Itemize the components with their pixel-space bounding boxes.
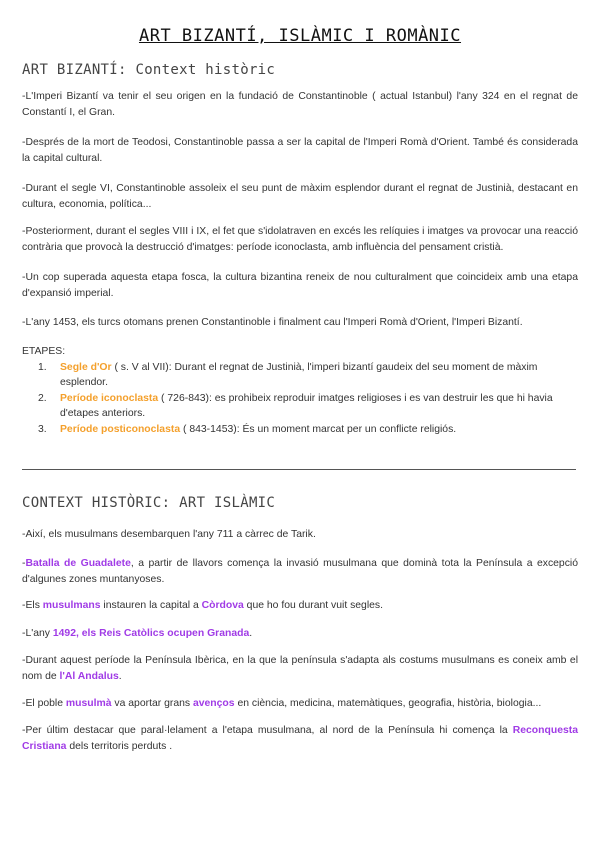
paragraph: -L'Imperi Bizantí va tenir el seu origen en la fundació de Constantinoble ( actual Istanbul) l'any 324 en el regnat de Constantí I, el Gran.: [22, 91, 578, 118]
text: -Durant aquest període la Península Ibèrica, en la que la península s'adapta als costums musulmans es coneix amb el nom de: [22, 655, 578, 682]
period-text: ( 726-843): es prohibeix reproduir imatges religioses i es van destruir les que hi havia d'etapes anteriors.: [60, 393, 553, 419]
list-number: 3.: [38, 424, 47, 435]
list-item: [38, 391, 568, 421]
etapes-list: [38, 360, 568, 438]
period-text: ( s. V al VII): Durant el regnat de Justinià, l'imperi bizantí gaudeix del seu moment de màxim esplendor.: [60, 362, 538, 388]
text: , a partir de llavors comença la invasió musulmana que dominà tota la Península a excepció d'algunes zones muntanyoses.: [22, 558, 578, 585]
highlight: musulmà: [65, 698, 112, 709]
etapes-label: ETAPES:: [22, 346, 66, 357]
paragraph: [22, 653, 578, 684]
list-number: 1.: [38, 362, 47, 373]
text: instauren la capital a: [100, 600, 202, 611]
paragraph: -Posteriorment, durant el segles VIII i IX, el fet que s'idolatraven en excés les relíquies i imatges va provocar una reacció contrària que provocà la destrucció d'imatges: període iconoclasta, amb influència del pensament cristià.: [22, 226, 578, 253]
paragraph: -Un cop superada aquesta etapa fosca, la cultura bizantina reneix de nou culturalment que coincideix amb una etapa d'expansió imperial.: [22, 272, 578, 299]
divider: [22, 469, 576, 470]
highlight: l'Al Andalus: [59, 670, 119, 682]
text: que ho fou durant vuit segles.: [243, 600, 384, 611]
highlight: avenços: [192, 698, 235, 709]
section-heading-islamic: CONTEXT HISTÒRIC: ART ISLÀMIC: [22, 495, 276, 511]
paragraph: [22, 556, 578, 587]
period-name: Període iconoclasta: [60, 393, 159, 404]
paragraph: -Així, els musulmans desembarquen l'any 711 a càrrec de Tarik.: [22, 529, 316, 540]
period-text: ( 843-1453): És un moment marcat per un conflicte religiós.: [180, 424, 457, 435]
text: va aportar grans: [111, 698, 193, 709]
highlight: musulmans: [42, 600, 101, 611]
text: -L'any: [22, 628, 53, 639]
highlight: Còrdova: [201, 600, 244, 611]
text: -El poble: [22, 698, 66, 709]
period-name: Període posticonoclasta: [60, 424, 181, 435]
paragraph: -Després de la mort de Teodosi, Constantinoble passa a ser la capital de l'Imperi Romà d'Orient. També és considerada la capital cultural.: [22, 137, 578, 164]
text: .: [249, 628, 253, 639]
paragraph: [22, 696, 578, 712]
period-name: Segle d'Or: [60, 362, 112, 373]
text: -: [22, 558, 26, 569]
text: dels territoris perduts .: [66, 740, 173, 752]
list-number: 2.: [38, 393, 47, 404]
page-title: ART BIZANTÍ, ISLÀMIC I ROMÀNIC: [138, 26, 462, 46]
text: .: [118, 670, 122, 682]
text: -Els: [22, 600, 43, 611]
highlight: Reconquesta Cristiana: [22, 725, 578, 752]
highlight: Batalla de Guadalete: [25, 558, 131, 569]
section-heading-byzantine: ART BIZANTÍ: Context històric: [22, 62, 276, 78]
text: -Per últim destacar que paral·lelament a l'etapa musulmana, al nord de la Península hi comença la: [22, 725, 513, 736]
highlight: 1492, els Reis Catòlics ocupen Granada: [52, 628, 250, 639]
paragraph: [22, 626, 578, 642]
paragraph: -Durant el segle VI, Constantinoble assoleix el seu punt de màxim esplendor durant el regnat de Justinià, destacant en cultura, economia, política...: [22, 183, 578, 210]
list-item: [38, 360, 568, 390]
paragraph: [22, 598, 578, 614]
list-item: [38, 422, 568, 437]
text: en ciència, medicina, matemàtiques, geografia, història, biologia...: [234, 698, 542, 709]
paragraph: [22, 723, 578, 754]
paragraph: -L'any 1453, els turcs otomans prenen Constantinoble i finalment cau l'Imperi Romà d'Orient, l'Imperi Bizantí.: [22, 317, 523, 328]
